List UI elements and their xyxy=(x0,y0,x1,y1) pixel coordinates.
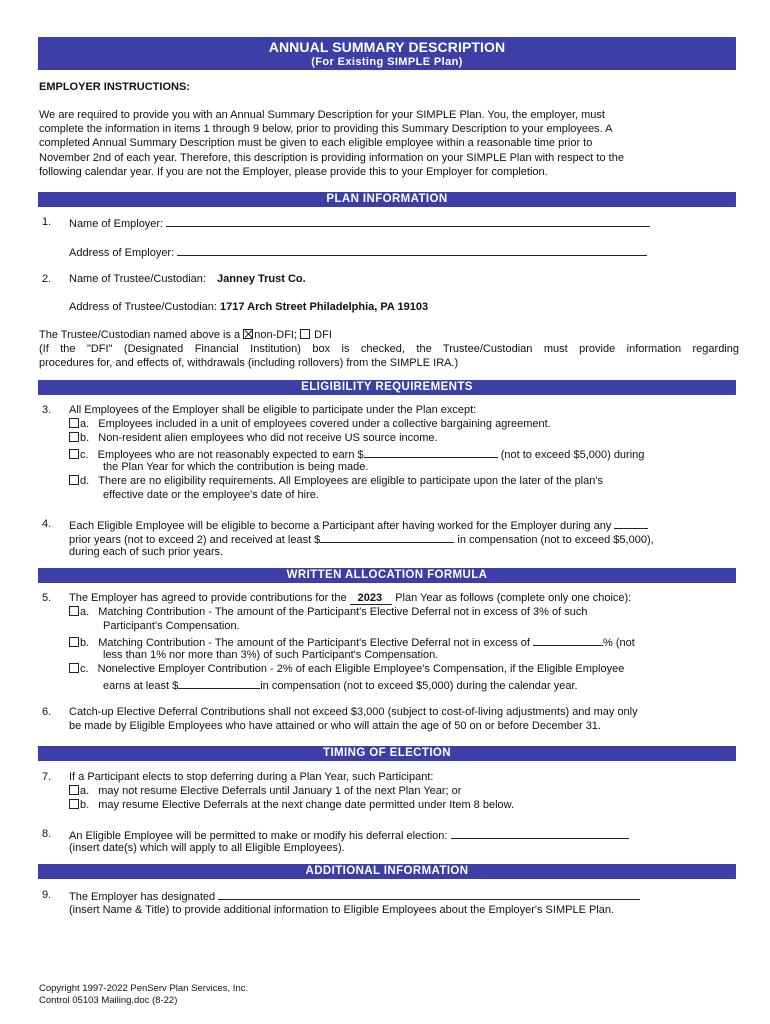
instructions-line: November 2nd of each year. Therefore, this description is providing information on your SIMPLE Plan with respect to the xyxy=(39,151,624,164)
earnings-threshold-field[interactable] xyxy=(364,446,498,458)
option-text-cont: the Plan Year for which the contribution is being made. xyxy=(103,461,369,473)
nonelective-threshold-field[interactable] xyxy=(178,677,260,689)
trustee-name-row xyxy=(69,272,306,286)
option-letter: d. xyxy=(80,475,90,487)
item6-line: be made by Eligible Employees who have attained or who will attain the age of 50 on or before December 31. xyxy=(69,720,601,732)
title-banner xyxy=(38,37,736,70)
section-written-allocation-formula: WRITTEN ALLOCATION FORMULA xyxy=(38,568,736,583)
option-text-cont xyxy=(103,677,578,693)
instructions-heading: EMPLOYER INSTRUCTIONS: xyxy=(39,81,190,93)
resume-option-a xyxy=(69,784,461,798)
option-letter: b. xyxy=(80,637,90,649)
contribution-option-a xyxy=(69,605,587,619)
years-of-service-field[interactable] xyxy=(614,517,648,529)
section-timing-of-election: TIMING OF ELECTION xyxy=(38,746,736,761)
option-text: earns at least $ xyxy=(103,680,179,692)
item-number: 8. xyxy=(42,828,52,840)
item-number: 6. xyxy=(42,706,52,718)
option-letter: a. xyxy=(80,606,90,618)
section-additional-information: ADDITIONAL INFORMATION xyxy=(38,864,736,879)
employer-address-label: Address of Employer: xyxy=(69,247,175,259)
option-text: Matching Contribution - The amount of the Participant's Elective Deferral not in excess of 3% of such xyxy=(98,606,588,618)
option-text: in compensation (not to exceed $5,000) during the calendar year. xyxy=(260,680,578,692)
option-text: Nonelective Employer Contribution - 2% of each Eligible Employee's Compensation, if the Eligible Employee xyxy=(97,663,625,675)
designated-contact-field[interactable] xyxy=(218,888,640,900)
item4-text: Each Eligible Employee will be eligible to become a Participant after having worked for the Employer during any xyxy=(69,520,612,532)
employer-address-field[interactable] xyxy=(177,244,647,256)
contribution-c-checkbox[interactable] xyxy=(69,663,79,673)
dfi-row xyxy=(39,328,332,342)
item6-line: Catch-up Elective Deferral Contributions shall not exceed $3,000 (subject to cost-of-living adjustments) and may only xyxy=(69,706,638,718)
exclusion-option-d xyxy=(69,474,603,488)
item4-text: in compensation (not to exceed $5,000), xyxy=(457,534,654,546)
option-text: There are no eligibility requirements. All Employees are eligible to participate upon the later of the plan's xyxy=(98,475,603,487)
dfi-note-line: procedures for, and effects of, withdrawals (including rollovers) from the SIMPLE IRA.) xyxy=(39,357,459,369)
item9-line: (insert Name & Title) to provide additional information to Eligible Employees about the Employer's SIMPLE Plan. xyxy=(69,904,615,916)
item-number: 7. xyxy=(42,771,52,783)
dfi-label: DFI xyxy=(314,329,332,341)
item9-line xyxy=(69,888,640,904)
option-letter: c. xyxy=(80,449,89,461)
item8-text: An Eligible Employee will be permitted to make or modify his deferral election: xyxy=(69,830,448,842)
exclusion-option-b xyxy=(69,431,438,445)
trustee-name-label: Name of Trustee/Custodian: xyxy=(69,273,206,285)
trustee-name-value: Janney Trust Co. xyxy=(217,273,306,285)
item-number: 5. xyxy=(42,592,52,604)
dfi-prefix: The Trustee/Custodian named above is a xyxy=(39,329,241,341)
instructions-text xyxy=(39,108,739,179)
item7-intro: If a Participant elects to stop deferring during a Plan Year, such Participant: xyxy=(69,771,434,783)
employer-name-row xyxy=(69,215,650,231)
trustee-address-value: 1717 Arch Street Philadelphia, PA 19103 xyxy=(220,301,429,313)
item-number: 4. xyxy=(42,518,52,530)
option-text-cont: Participant's Compensation. xyxy=(103,620,240,632)
option-text: Employees included in a unit of employees covered under a collective bargaining agreement. xyxy=(98,418,551,430)
employer-address-row xyxy=(69,244,647,260)
item-number: 2. xyxy=(42,273,52,285)
resume-option-b xyxy=(69,798,514,812)
exclusion-a-checkbox[interactable] xyxy=(69,418,79,428)
item5-text: Plan Year as follows (complete only one choice): xyxy=(395,592,632,604)
exclusion-d-checkbox[interactable] xyxy=(69,475,79,485)
item-number: 1. xyxy=(42,216,52,228)
instructions-line: We are required to provide you with an Annual Summary Description for your SIMPLE Plan. You, the employer, must xyxy=(39,109,605,121)
contribution-a-checkbox[interactable] xyxy=(69,606,79,616)
option-text-cont: effective date or the employee's date of hire. xyxy=(103,489,319,501)
option-text-cont: less than 1% nor more than 3%) of such Participant's Compensation. xyxy=(103,649,439,661)
option-text: may resume Elective Deferrals at the next change date permitted under Item 8 below. xyxy=(98,799,515,811)
section-plan-information: PLAN INFORMATION xyxy=(38,192,736,207)
item5-text: The Employer has agreed to provide contributions for the xyxy=(69,592,347,604)
dfi-note-line: (If the "DFI" (Designated Financial Institution) box is checked, the Trustee/Custodian must provide information regarding xyxy=(39,343,739,355)
prior-compensation-field[interactable] xyxy=(320,531,454,543)
instructions-line: completed Annual Summary Description must be given to each eligible employee within a reasonable time prior to xyxy=(39,137,593,150)
option-text: % (not xyxy=(603,637,635,649)
item-number: 3. xyxy=(42,404,52,416)
exclusion-c-checkbox[interactable] xyxy=(69,449,79,459)
non-dfi-label: non-DFI; xyxy=(254,329,298,341)
document-subtitle: (For Existing SIMPLE Plan) xyxy=(311,56,463,68)
exclusion-b-checkbox[interactable] xyxy=(69,432,79,442)
dfi-checkbox[interactable] xyxy=(300,329,310,339)
section-eligibility-requirements: ELIGIBILITY REQUIREMENTS xyxy=(38,380,736,395)
option-text: may not resume Elective Deferrals until January 1 of the next Plan Year; or xyxy=(98,785,462,797)
non-dfi-checkbox[interactable] xyxy=(243,329,253,339)
plan-year-field[interactable]: 2023 xyxy=(350,592,392,605)
item-number: 9. xyxy=(42,889,52,901)
trustee-address-row xyxy=(69,300,428,314)
contribution-option-c xyxy=(69,662,624,676)
item4-line: during each of such prior years. xyxy=(69,546,224,558)
instructions-line: complete the information in items 1 through 9 below, prior to providing this Summary Description to your employees. A xyxy=(39,123,613,136)
item5-intro xyxy=(69,591,631,605)
option-text: Non-resident alien employees who did not receive US source income. xyxy=(98,432,438,444)
option-letter: c. xyxy=(80,663,89,675)
item8-line: (insert date(s) which will apply to all Eligible Employees). xyxy=(69,842,345,854)
exclusion-option-a xyxy=(69,417,551,431)
resume-b-checkbox[interactable] xyxy=(69,799,79,809)
employer-name-label: Name of Employer: xyxy=(69,218,164,230)
footer-control: Control 05103 Mailing.doc (8-22) xyxy=(39,995,178,1006)
option-text: (not to exceed $5,000) during xyxy=(500,449,645,461)
resume-a-checkbox[interactable] xyxy=(69,785,79,795)
option-text: Matching Contribution - The amount of the Participant's Elective Deferral not in excess of xyxy=(98,637,530,649)
instructions-line: following calendar year. If you are not the Employer, please provide this to your Employer for completion. xyxy=(39,165,548,178)
item3-intro: All Employees of the Employer shall be eligible to participate under the Plan except: xyxy=(69,404,477,416)
trustee-address-label: Address of Trustee/Custodian: xyxy=(69,301,217,313)
contribution-b-checkbox[interactable] xyxy=(69,637,79,647)
deferral-election-dates-field[interactable] xyxy=(451,827,629,839)
item9-text: The Employer has designated xyxy=(69,891,216,903)
option-letter: b. xyxy=(80,799,90,811)
match-percent-field[interactable] xyxy=(533,634,603,646)
document-title: ANNUAL SUMMARY DESCRIPTION xyxy=(268,39,506,55)
employer-name-field[interactable] xyxy=(166,215,650,227)
item4-text: prior years (not to exceed 2) and received at least $ xyxy=(69,534,321,546)
footer-copyright: Copyright 1997-2022 PenServ Plan Services, Inc. xyxy=(39,983,249,994)
option-letter: a. xyxy=(80,418,90,430)
option-letter: b. xyxy=(80,432,90,444)
option-text: Employees who are not reasonably expected to earn $ xyxy=(97,449,364,461)
option-letter: a. xyxy=(80,785,90,797)
